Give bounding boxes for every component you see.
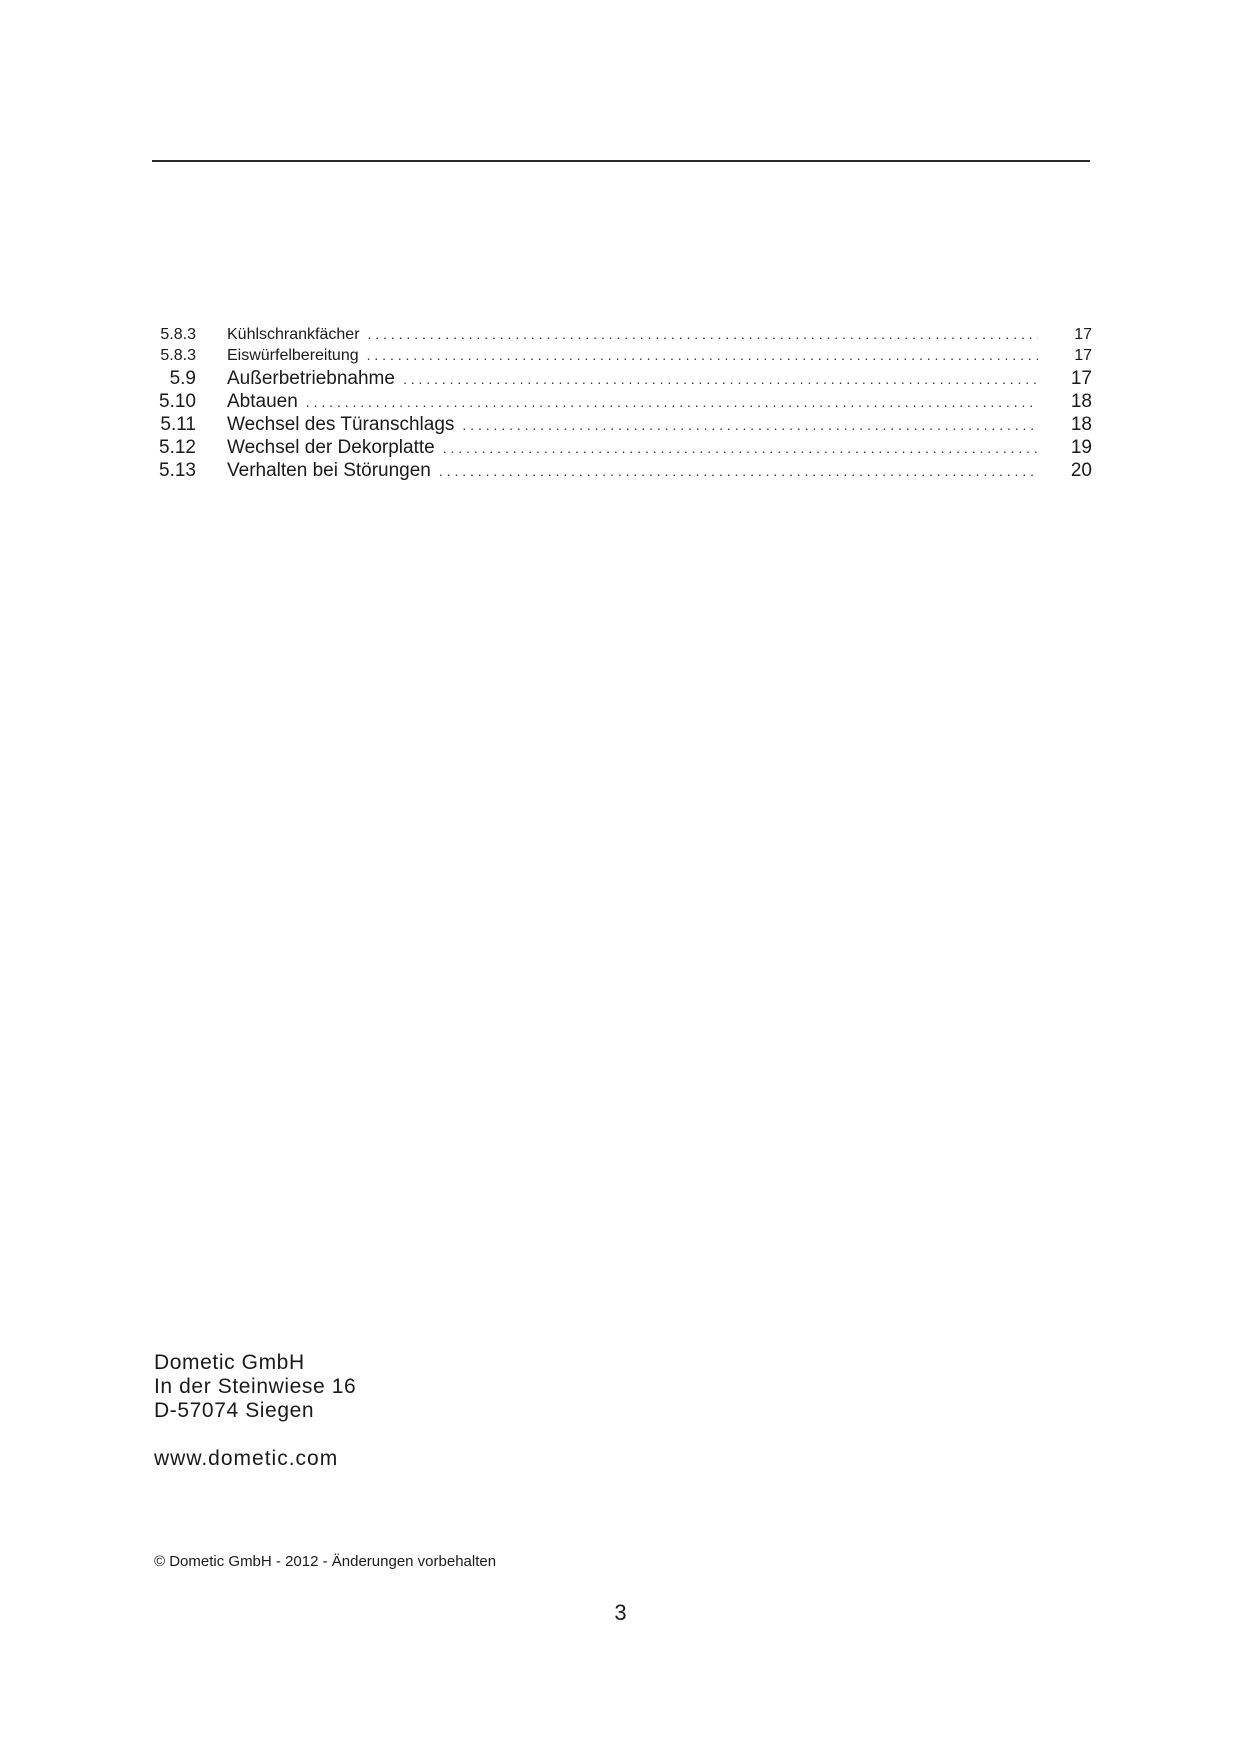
toc-entry-page: 20	[1070, 460, 1092, 481]
toc-entry[interactable]	[152, 414, 1092, 437]
toc-entry-page: 18	[1070, 391, 1092, 412]
table-of-contents	[152, 326, 1092, 483]
toc-entry-page: 19	[1070, 437, 1092, 458]
company-address	[154, 1351, 356, 1423]
toc-entry-title: Verhalten bei Störungen	[227, 460, 431, 481]
toc-entry-number: 5.10	[159, 391, 196, 412]
toc-entry-title: Eiswürfelbereitung	[227, 347, 359, 364]
company-name: Dometic GmbH	[154, 1351, 305, 1374]
copyright-notice: © Dometic GmbH - 2012 - Änderungen vorbehalten	[154, 1553, 497, 1570]
toc-entry[interactable]	[152, 391, 1092, 414]
toc-entry-number: 5.13	[159, 460, 196, 481]
toc-entry[interactable]	[152, 460, 1092, 483]
city-postcode: D-57074 Siegen	[154, 1399, 315, 1422]
street-address: In der Steinwiese 16	[154, 1375, 357, 1398]
toc-leader-dots	[403, 371, 1038, 387]
toc-leader-dots	[367, 347, 1038, 363]
toc-leader-dots	[443, 440, 1038, 456]
toc-entry-title: Abtauen	[227, 391, 298, 412]
toc-entry-number: 5.8.3	[160, 326, 196, 343]
toc-entry[interactable]	[152, 437, 1092, 460]
toc-entry-title: Außerbetriebnahme	[227, 368, 395, 389]
toc-entry-number: 5.8.3	[160, 347, 196, 364]
toc-entry[interactable]	[152, 326, 1092, 347]
toc-entry-title: Wechsel des Türanschlags	[227, 414, 455, 435]
toc-entry-number: 5.9	[169, 368, 196, 389]
page-number: 3	[614, 1600, 627, 1625]
toc-entry-page: 17	[1070, 368, 1092, 389]
toc-entry-page: 17	[1074, 347, 1092, 364]
toc-leader-dots	[368, 326, 1038, 342]
toc-entry[interactable]	[152, 368, 1092, 391]
toc-entry-number: 5.12	[159, 437, 196, 458]
toc-leader-dots	[306, 394, 1038, 410]
header-rule	[152, 160, 1090, 162]
toc-leader-dots	[439, 463, 1038, 479]
toc-entry-number: 5.11	[160, 414, 196, 435]
toc-leader-dots	[462, 417, 1038, 433]
website-link[interactable]: www.dometic.com	[154, 1447, 339, 1470]
toc-entry[interactable]	[152, 347, 1092, 368]
toc-entry-page: 18	[1070, 414, 1092, 435]
toc-entry-page: 17	[1074, 326, 1092, 343]
toc-entry-title: Wechsel der Dekorplatte	[227, 437, 435, 458]
toc-entry-title: Kühlschrankfächer	[227, 326, 360, 343]
